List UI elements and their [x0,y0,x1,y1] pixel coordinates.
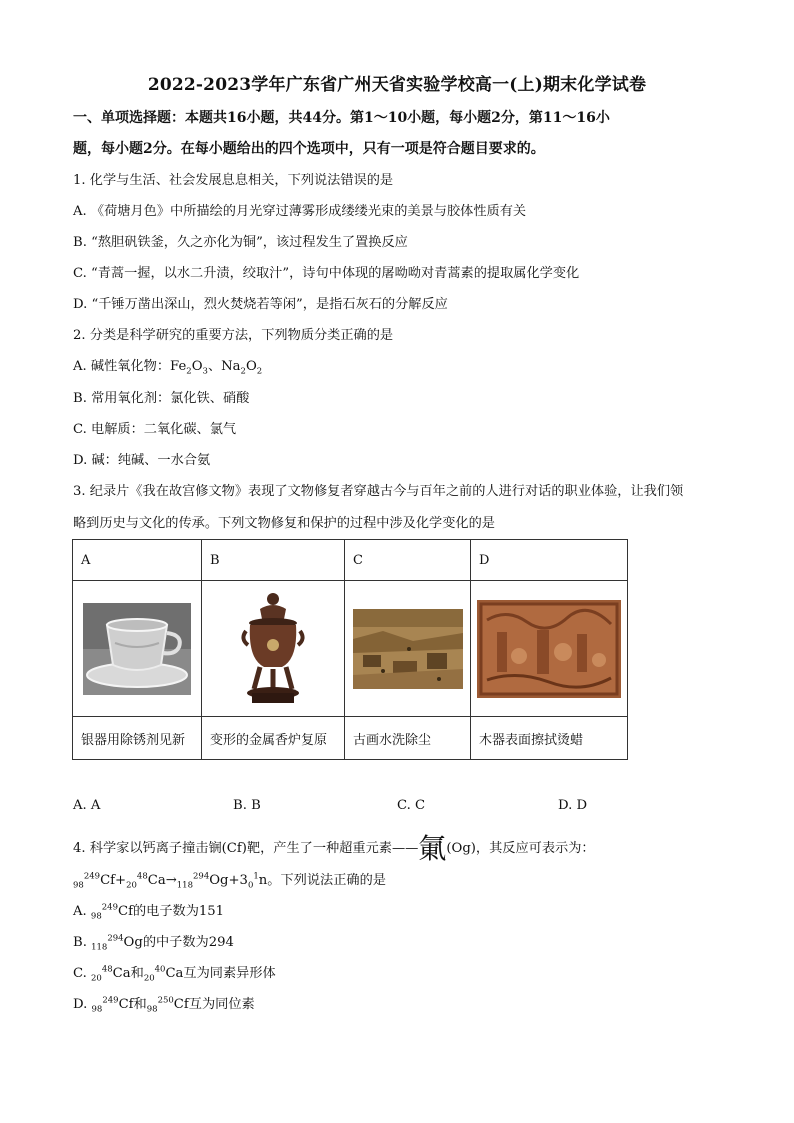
atomic-number: 118 [176,880,193,891]
q1-stem: 1. 化学与生活、社会发展息息相关，下列说法错误的是 [73,173,394,188]
atomic-number: 20 [91,973,102,984]
mass-number: 249 [83,871,101,882]
option-label: A. [73,904,91,919]
q4-option-b [73,934,234,952]
q4-stem [73,832,595,865]
formula-part: O [191,359,203,374]
q1-option-d: D. “千锤万凿出深山，烈火焚烧若等闲”，是指石灰石的分解反应 [73,297,448,312]
formula-part: Fe [170,359,187,374]
table-header-b: B [202,540,345,581]
element-symbol: Og [123,935,143,950]
carved-wood-image [471,581,628,717]
ancient-painting-image [345,581,471,717]
option-label: B. [73,935,92,950]
section-heading-line2: 题，每小题2分。在每小题给出的四个选项中，只有一项是符合题目要求的。 [73,141,545,157]
atomic-number: 20 [143,973,155,984]
option-text: 的中子数为294 [142,935,234,950]
equation-part: n。下列说法正确的是 [258,873,386,888]
section-heading-line1: 一、单项选择题：本题共16小题，共44分。第1～10小题，每小题2分，第11～16小 [73,110,610,126]
mass-number: 48 [101,964,113,975]
option-text: 互为同位素 [188,997,255,1012]
mass-number: 249 [102,995,119,1006]
option-label: D. [73,997,92,1012]
formula-part: O [245,359,257,374]
caption-c: 古画水洗除尘 [345,717,471,760]
q1-option-b: B. “熬胆矾铁釜，久之亦化为铜”，该过程发生了置换反应 [73,235,408,250]
caption-b: 变形的金属香炉复原 [202,717,345,760]
separator: 、 [207,359,222,374]
table-header-d: D [471,540,628,581]
q3-option-a: A. A [73,798,101,813]
q3-artifact-table [72,539,628,760]
atomic-number: 98 [73,880,84,891]
caption-a: 银器用除锈剂见新 [73,717,202,760]
bronze-censer-image [202,581,345,717]
equation-part: Cf+ [100,873,127,888]
formula-part: Na [221,359,241,374]
q4-equation [73,872,386,890]
og-element-char: 氭 [418,832,447,865]
q2-stem: 2. 分类是科学研究的重要方法，下列物质分类正确的是 [73,328,394,343]
mass-number: 250 [157,995,174,1006]
option-text: 互为同素异形体 [183,966,276,981]
q2-option-d: D. 碱：纯碱、一水合氨 [73,453,211,468]
q4-stem-pre: 4. 科学家以钙离子撞击锎(Cf)靶，产生了一种超重元素—— [73,841,419,856]
caption-d: 木器表面擦拭烫蜡 [471,717,628,760]
mass-number: 48 [136,871,148,882]
q3-option-d: D. D [558,798,588,813]
atomic-number: 98 [90,911,102,922]
atomic-number: 98 [91,1004,103,1015]
q3-option-b: B. B [233,798,261,813]
mass-number: 294 [107,933,124,944]
q3-option-c: C. C [397,798,426,813]
subscript: 2 [186,366,192,377]
element-symbol: Cf [173,997,189,1012]
atomic-number: 118 [91,942,108,953]
mass-number: 249 [101,902,118,913]
element-symbol: Cf和 [118,997,147,1012]
atomic-number: 0 [247,880,254,891]
q2-option-a [73,358,262,376]
option-text: 的电子数为151 [132,904,225,919]
q2-option-b: B. 常用氧化剂：氯化铁、硝酸 [73,391,250,406]
atomic-number: 98 [146,1004,158,1015]
page-title: 2022-2023学年广东省广州天省实验学校高一(上)期末化学试卷 [147,75,647,95]
q1-option-c: C. “青蒿一握，以水二升渍，绞取汁”，诗句中体现的屠呦呦对青蒿素的提取属化学变化 [73,266,580,281]
mass-number: 294 [193,871,210,882]
table-header-a: A [73,540,202,581]
mass-number: 40 [154,964,166,975]
q4-stem-post: (Og)，其反应可表示为： [446,841,595,856]
mass-number: 1 [253,871,259,882]
element-symbol: Ca [165,966,184,981]
q3-stem-line1: 3. 纪录片《我在故宫修文物》表现了文物修复者穿越古今与百年之前的人进行对话的职业体验，让我们领 [73,484,684,499]
equation-part: Og+3 [209,873,248,888]
subscript: 3 [202,366,208,377]
option-label: C. [73,966,92,981]
element-symbol: Cf [117,904,133,919]
q4-option-c [73,965,276,983]
subscript: 2 [240,366,246,377]
silver-cup-image [73,581,202,717]
q4-option-a [73,903,224,921]
element-symbol: Ca和 [112,966,144,981]
q3-stem-line2: 略到历史与文化的传承。下列文物修复和保护的过程中涉及化学变化的是 [73,516,495,531]
subscript: 2 [256,366,263,377]
q2-a-prefix: A. 碱性氧化物： [73,359,171,374]
table-header-c: C [345,540,471,581]
q1-option-a: A. 《荷塘月色》中所描绘的月光穿过薄雾形成缕缕光束的美景与胶体性质有关 [73,204,527,219]
q2-option-c: C. 电解质：二氧化碳、氯气 [73,422,237,437]
equation-part: Ca→ [147,873,177,888]
atomic-number: 20 [126,880,137,891]
q4-option-d [73,996,255,1014]
